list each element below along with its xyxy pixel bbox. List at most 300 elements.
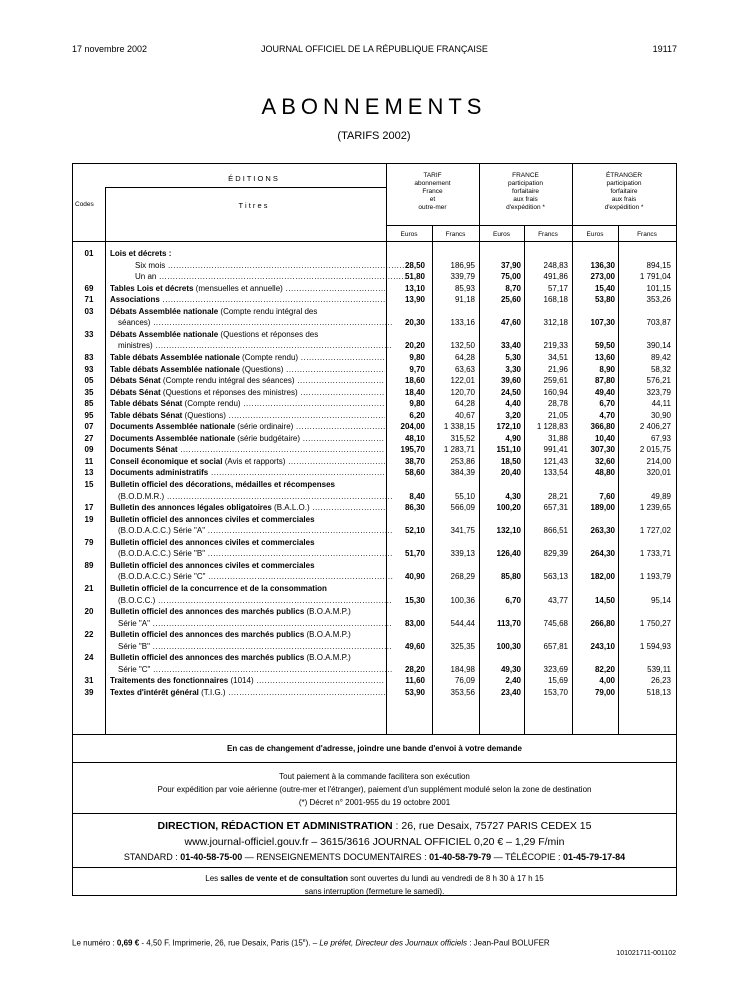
row-value: 33,40 — [500, 341, 521, 351]
row-value: 5,30 — [505, 352, 521, 362]
row-value: 563,13 — [543, 572, 568, 582]
row-value: 28,21 — [547, 491, 568, 501]
row-value: 100,20 — [496, 503, 521, 513]
row-code: 95 — [84, 410, 94, 420]
row-title: Associations ..... — [110, 294, 385, 305]
row-title: Documents Assemblée nationale (série ordinaire) ..... — [110, 421, 385, 432]
row-code: 31 — [84, 676, 94, 686]
rule-editions — [105, 187, 386, 188]
row-value: 15,69 — [547, 676, 568, 686]
row-value: 100,30 — [496, 641, 521, 651]
row-value: 13,90 — [404, 295, 425, 305]
row-value: 100,36 — [450, 595, 475, 605]
row-value: 3,20 — [505, 410, 521, 420]
row-code: 07 — [84, 422, 94, 432]
table-row — [73, 456, 678, 467]
row-value: 63,63 — [454, 364, 475, 374]
row-value: 67,93 — [650, 433, 671, 443]
table-row — [73, 606, 678, 617]
row-value: 184,98 — [450, 664, 475, 674]
row-value: 40,67 — [454, 410, 475, 420]
table-row — [73, 479, 678, 490]
row-value: 160,94 — [543, 387, 568, 397]
row-value: 323,79 — [646, 387, 671, 397]
row-title: Bulletin officiel des annonces civiles et commerciales — [110, 560, 315, 570]
table-row — [73, 329, 678, 340]
row-value: 9,70 — [409, 364, 425, 374]
row-value: 11,60 — [405, 676, 425, 686]
row-value: 1 338,15 — [443, 422, 475, 432]
table-row — [73, 537, 678, 548]
row-value: 544,44 — [450, 618, 475, 628]
row-value: 57,17 — [547, 283, 568, 293]
row-value: 657,81 — [543, 641, 568, 651]
sales-line-1: Les salles de vente et de consultation sont ouvertes du lundi au vendredi de 8 h 30 à 17 h 15 — [205, 874, 544, 883]
row-value: 49,40 — [594, 387, 615, 397]
row-value: 4,70 — [599, 410, 615, 420]
row-code: 01 — [84, 249, 94, 258]
row-value: 58,60 — [404, 468, 425, 478]
row-value: 384,39 — [450, 468, 475, 478]
row-title: (B.O.D.M.R.) ..... — [118, 491, 393, 502]
row-value: 79,00 — [594, 687, 615, 697]
row-code: 89 — [84, 560, 94, 570]
row-title: Bulletin officiel des annonces civiles et commerciales — [110, 537, 315, 547]
row-code: 24 — [84, 653, 94, 663]
row-value: 518,13 — [646, 687, 671, 697]
row-value: 23,40 — [500, 687, 521, 697]
row-value: 214,00 — [646, 456, 671, 466]
row-code: 13 — [84, 468, 94, 478]
row-value: 243,10 — [590, 641, 615, 651]
table-row — [73, 583, 678, 594]
table-row — [73, 652, 678, 663]
page-subtitle: (TARIFS 2002) — [337, 130, 411, 142]
row-value: 10,40 — [594, 433, 615, 443]
row-value: 366,80 — [590, 422, 615, 432]
titres-label: T i t r e s — [238, 201, 268, 210]
row-value: 9,80 — [409, 352, 425, 362]
unit-francs-3: Francs — [637, 231, 657, 238]
row-value: 75,00 — [500, 272, 521, 282]
row-value: 89,42 — [650, 352, 671, 362]
row-value: 95,14 — [650, 595, 671, 605]
row-value: 1 791,04 — [639, 272, 671, 282]
table-row — [73, 687, 678, 698]
table-row — [73, 283, 678, 294]
row-title: Un an ..... — [135, 271, 410, 282]
row-title: Bulletin officiel des annonces des marchés publics (B.O.A.M.P.) — [110, 630, 351, 640]
row-value: 151,10 — [496, 445, 521, 455]
table-row — [73, 433, 678, 444]
row-title: Bulletin des annonces légales obligatoires (B.A.L.O.) ..... — [110, 502, 385, 513]
row-value: 28,50 — [404, 260, 425, 270]
row-value: 339,79 — [450, 272, 475, 282]
row-value: 657,31 — [543, 503, 568, 513]
table-row — [73, 629, 678, 640]
row-title: Bulletin officiel des annonces des marchés publics (B.O.A.M.P.) — [110, 607, 351, 617]
table-row — [73, 491, 678, 502]
row-value: 82,20 — [594, 664, 615, 674]
row-title: Tables Lois et décrets (mensuelles et annuelle) ..... — [110, 283, 385, 294]
row-value: 49,60 — [404, 641, 425, 651]
table-row — [73, 387, 678, 398]
row-value: 1 594,93 — [639, 641, 671, 651]
rule-table-bottom — [73, 734, 676, 735]
row-code: 79 — [84, 537, 94, 547]
row-title: Six mois ..... — [135, 260, 410, 271]
row-value: 353,56 — [450, 687, 475, 697]
table-row — [73, 340, 678, 351]
row-value: 320,01 — [646, 468, 671, 478]
row-title: Table débats Assemblée nationale (Questions) ..... — [110, 364, 385, 375]
row-value: 6,70 — [505, 595, 521, 605]
row-title: Conseil économique et social (Avis et rapports) ..... — [110, 456, 385, 467]
row-value: 37,90 — [500, 260, 521, 270]
row-value: 264,30 — [590, 549, 615, 559]
row-title: Table débats Sénat (Compte rendu) ..... — [110, 398, 385, 409]
row-code: 71 — [84, 295, 94, 305]
row-title: Débats Sénat (Compte rendu intégral des séances) ..... — [110, 375, 385, 386]
col-head-etranger: ÉTRANGER participation forfaitaire aux frais d'expédition * — [604, 172, 644, 211]
row-value: 829,39 — [543, 549, 568, 559]
table-row — [73, 560, 678, 571]
row-value: 312,18 — [543, 318, 568, 328]
row-code: 15 — [84, 480, 94, 489]
header-journal: JOURNAL OFFICIEL DE LA RÉPUBLIQUE FRANÇAISE — [261, 44, 488, 54]
table-row — [73, 364, 678, 375]
sales-line-2: sans interruption (fermeture le samedi). — [304, 887, 445, 896]
unit-euros-1: Euros — [400, 231, 418, 238]
row-title: Série "A" ..... — [118, 618, 393, 629]
row-value: 307,30 — [590, 445, 615, 455]
table-row — [73, 595, 678, 606]
row-title: Bulletin officiel de la concurrence et de la consommation — [110, 583, 327, 593]
row-value: 26,23 — [650, 676, 671, 686]
row-value: 85,93 — [454, 283, 475, 293]
row-value: 21,96 — [547, 364, 568, 374]
table-row — [73, 410, 678, 421]
page-header — [72, 44, 677, 58]
rule-payment-bottom — [73, 813, 676, 814]
row-value: 133,54 — [543, 468, 568, 478]
row-code: 93 — [84, 364, 94, 374]
row-code: 39 — [84, 687, 94, 697]
row-value: 30,90 — [650, 410, 671, 420]
row-title: Débats Assemblée nationale (Questions et réponses des — [110, 329, 319, 339]
row-value: 40,90 — [404, 572, 425, 582]
rule-notice-bottom — [73, 762, 676, 763]
address-change-notice: En cas de changement d'adresse, joindre une bande d'envoi à votre demande — [227, 744, 522, 753]
row-code: 35 — [84, 387, 94, 397]
row-value: 991,41 — [543, 445, 568, 455]
table-row — [73, 294, 678, 305]
row-value: 189,00 — [590, 503, 615, 513]
col-head-tarif: TARIF abonnement France et outre-mer — [414, 172, 451, 211]
row-value: 253,86 — [450, 456, 475, 466]
row-value: 1 750,27 — [639, 618, 671, 628]
row-value: 866,51 — [543, 526, 568, 536]
row-value: 4,40 — [505, 399, 521, 409]
direction-line-2: www.journal-officiel.gouv.fr – 3615/3616 JOURNAL OFFICIEL 0,20 € – 1,29 F/min — [184, 836, 565, 848]
row-value: 132,10 — [496, 526, 521, 536]
row-value: 325,35 — [450, 641, 475, 651]
table-row — [73, 248, 678, 259]
row-value: 20,40 — [500, 468, 521, 478]
row-title: ministres) ..... — [118, 340, 393, 351]
row-value: 87,80 — [594, 376, 615, 386]
row-value: 195,70 — [400, 445, 425, 455]
table-row — [73, 375, 678, 386]
row-code: 33 — [84, 329, 94, 339]
table-row — [73, 664, 678, 675]
table-row — [73, 467, 678, 478]
row-value: 491,86 — [543, 272, 568, 282]
row-value: 59,50 — [594, 341, 615, 351]
row-value: 1 727,02 — [639, 526, 671, 536]
row-value: 4,30 — [505, 491, 521, 501]
row-value: 39,60 — [500, 376, 521, 386]
row-code: 85 — [84, 399, 94, 409]
row-value: 44,11 — [651, 399, 671, 409]
row-value: 153,70 — [543, 687, 568, 697]
row-value: 6,70 — [599, 399, 615, 409]
row-title: (B.O.D.A.C.C.) Série "B" ..... — [118, 548, 393, 559]
row-value: 53,80 — [594, 295, 615, 305]
row-code: 22 — [84, 630, 94, 640]
row-value: 2 406,27 — [639, 422, 671, 432]
row-value: 20,30 — [404, 318, 425, 328]
row-value: 28,20 — [404, 664, 425, 674]
row-code: 21 — [84, 583, 94, 593]
table-row — [73, 352, 678, 363]
row-value: 47,60 — [500, 318, 521, 328]
row-value: 248,83 — [543, 260, 568, 270]
row-title: (B.O.C.C.) ..... — [118, 595, 393, 606]
row-value: 1 733,71 — [639, 549, 671, 559]
row-value: 703,87 — [646, 318, 671, 328]
row-value: 204,00 — [400, 422, 425, 432]
table-row — [73, 571, 678, 582]
row-value: 341,75 — [450, 526, 475, 536]
row-value: 48,80 — [594, 468, 615, 478]
row-value: 34,51 — [547, 352, 568, 362]
row-value: 1 283,71 — [443, 445, 475, 455]
row-value: 263,30 — [590, 526, 615, 536]
row-title: Bulletin officiel des annonces civiles et commerciales — [110, 514, 315, 524]
website-link[interactable]: www.journal-officiel.gouv.fr — [184, 836, 309, 848]
row-value: 53,90 — [404, 687, 425, 697]
row-value: 133,16 — [450, 318, 475, 328]
row-value: 2,40 — [505, 676, 521, 686]
row-code: 83 — [84, 352, 94, 362]
row-code: 20 — [84, 607, 94, 617]
row-value: 52,10 — [404, 526, 425, 536]
row-value: 21,05 — [547, 410, 568, 420]
payment-line-2: Pour expédition par voie aérienne (outre-mer et l'étranger), paiement d'un supplément modulé selon la zone de destination — [157, 785, 592, 794]
row-value: 266,80 — [590, 618, 615, 628]
row-value: 51,70 — [404, 549, 425, 559]
row-value: 15,30 — [404, 595, 425, 605]
row-title: Bulletin officiel des annonces des marchés publics (B.O.A.M.P.) — [110, 653, 351, 663]
row-value: 1 193,79 — [639, 572, 671, 582]
row-value: 566,09 — [450, 503, 475, 513]
row-value: 1 128,83 — [536, 422, 568, 432]
row-title: Documents Assemblée nationale (série budgétaire) ..... — [110, 433, 385, 444]
row-value: 32,60 — [594, 456, 615, 466]
row-value: 43,77 — [547, 595, 568, 605]
row-value: 3,30 — [505, 364, 521, 374]
row-value: 182,00 — [590, 572, 615, 582]
table-row — [73, 306, 678, 317]
row-value: 28,78 — [547, 399, 568, 409]
row-value: 18,60 — [404, 376, 425, 386]
rule-units-top — [386, 225, 677, 226]
row-value: 6,20 — [409, 410, 425, 420]
row-value: 894,15 — [646, 260, 671, 270]
rule-direction-bottom — [73, 867, 676, 868]
row-value: 107,30 — [590, 318, 615, 328]
row-code: 03 — [84, 306, 94, 316]
table-row — [73, 502, 678, 513]
row-value: 186,95 — [450, 260, 475, 270]
payment-line-1: Tout paiement à la commande facilitera son exécution — [279, 772, 470, 781]
unit-euros-2: Euros — [493, 231, 510, 238]
row-title: (B.O.D.A.C.C.) Série "C" ..... — [118, 571, 393, 582]
row-value: 172,10 — [496, 422, 521, 432]
row-code: 09 — [84, 445, 94, 455]
row-value: 132,50 — [450, 341, 475, 351]
row-value: 25,60 — [500, 295, 521, 305]
row-code: 11 — [84, 456, 94, 466]
table-row — [73, 444, 678, 455]
row-value: 15,40 — [594, 283, 615, 293]
row-value: 219,33 — [543, 341, 568, 351]
row-value: 4,00 — [599, 676, 615, 686]
row-title: Bulletin officiel des décorations, médailles et récompenses — [110, 480, 335, 489]
row-value: 315,52 — [450, 433, 475, 443]
row-value: 13,10 — [404, 283, 425, 293]
footer-imprint: Le numéro : 0,69 € - 4,50 F. Imprimerie, 26, rue Desaix, Paris (15e). – Le préfet, Directeur des Journaux officiels : Jean-Paul BOLUFER — [72, 938, 550, 948]
unit-francs-2: Francs — [538, 231, 558, 238]
row-value: 91,18 — [454, 295, 475, 305]
row-value: 38,70 — [404, 456, 425, 466]
row-value: 339,13 — [450, 549, 475, 559]
editions-label: É D I T I O N S — [228, 174, 278, 183]
row-value: 273,00 — [590, 272, 615, 282]
row-value: 55,10 — [454, 491, 475, 501]
row-title: séances) ..... — [118, 317, 393, 328]
row-value: 8,70 — [505, 283, 521, 293]
table-row — [73, 398, 678, 409]
row-code: 69 — [84, 283, 94, 293]
row-title: Documents administratifs ..... — [110, 467, 385, 478]
row-value: 85,80 — [500, 572, 521, 582]
row-title: Série "C" ..... — [118, 664, 393, 675]
row-value: 86,30 — [404, 503, 425, 513]
table-row — [73, 514, 678, 525]
row-value: 259,61 — [543, 376, 568, 386]
row-value: 49,89 — [650, 491, 671, 501]
table-row — [73, 618, 678, 629]
table-row — [73, 675, 678, 686]
footer-code: 101021711-001102 — [616, 950, 676, 957]
row-title: Table débats Sénat (Questions) ..... — [110, 410, 385, 421]
row-title: Débats Assemblée nationale (Compte rendu intégral des — [110, 306, 318, 316]
table-row — [73, 641, 678, 652]
row-code: 17 — [84, 503, 94, 513]
row-value: 20,20 — [404, 341, 425, 351]
row-value: 121,43 — [543, 456, 568, 466]
row-value: 8,40 — [409, 491, 425, 501]
row-value: 9,80 — [409, 399, 425, 409]
row-value: 64,28 — [454, 352, 475, 362]
row-value: 1 239,65 — [639, 503, 671, 513]
row-value: 76,09 — [454, 676, 475, 686]
row-value: 745,68 — [543, 618, 568, 628]
row-title: Table débats Assemblée nationale (Compte rendu) ..... — [110, 352, 385, 363]
row-title: Débats Sénat (Questions et réponses des ministres) ..... — [110, 387, 385, 398]
payment-line-3: (*) Décret n° 2001-955 du 19 octobre 2001 — [298, 798, 451, 807]
row-title: (B.O.D.A.C.C.) Série "A" ..... — [118, 525, 393, 536]
row-value: 323,69 — [543, 664, 568, 674]
row-title: Textes d'intérêt général (T.I.G.) ..... — [110, 687, 385, 698]
row-value: 31,88 — [547, 433, 568, 443]
row-value: 18,50 — [500, 456, 521, 466]
row-value: 390,14 — [646, 341, 671, 351]
row-value: 24,50 — [500, 387, 521, 397]
row-code: 27 — [84, 433, 94, 443]
row-value: 101,15 — [646, 283, 671, 293]
row-value: 539,11 — [647, 664, 671, 674]
unit-francs-1: Francs — [445, 231, 466, 238]
row-value: 83,00 — [404, 618, 425, 628]
row-value: 113,70 — [496, 618, 521, 628]
table-row — [73, 548, 678, 559]
row-value: 136,30 — [590, 260, 615, 270]
row-value: 576,21 — [646, 376, 671, 386]
row-value: 126,40 — [496, 549, 521, 559]
row-value: 122,01 — [450, 376, 475, 386]
row-value: 13,60 — [594, 352, 615, 362]
row-value: 51,80 — [404, 272, 425, 282]
row-value: 48,10 — [404, 433, 425, 443]
row-value: 49,30 — [500, 664, 521, 674]
row-title: Série "B" ..... — [118, 641, 393, 652]
row-value: 168,18 — [543, 295, 568, 305]
table-row — [73, 260, 678, 271]
row-value: 14,50 — [594, 595, 615, 605]
header-page-number: 19117 — [652, 44, 677, 54]
row-code: 19 — [84, 514, 94, 524]
table-row — [73, 271, 678, 282]
row-value: 64,28 — [454, 399, 475, 409]
rule-header-bottom — [73, 241, 676, 242]
row-value: 2 015,75 — [639, 445, 671, 455]
col-head-france: FRANCE participation forfaitaire aux frais d'expédition * — [506, 172, 545, 211]
table-row — [73, 525, 678, 536]
row-value: 58,32 — [650, 364, 671, 374]
row-value: 120,70 — [450, 387, 475, 397]
table-row — [73, 421, 678, 432]
tariff-frame — [72, 163, 677, 896]
row-value: 353,26 — [646, 295, 671, 305]
header-date: 17 novembre 2002 — [72, 44, 148, 54]
row-value: 8,90 — [599, 364, 615, 374]
page-title: ABONNEMENTS — [261, 94, 487, 119]
row-title: Documents Sénat ..... — [110, 444, 385, 455]
row-code: 05 — [84, 376, 94, 386]
